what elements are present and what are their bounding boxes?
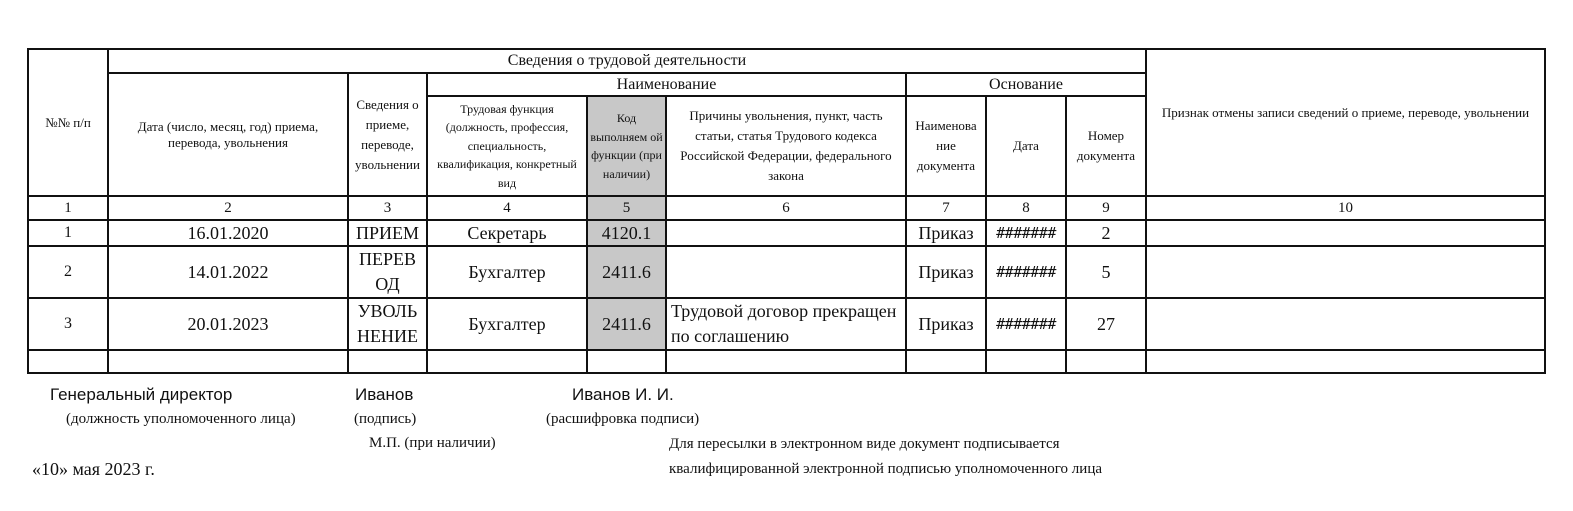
column-number: 10 xyxy=(1146,196,1545,220)
empty-cell xyxy=(906,350,986,373)
column-number: 4 xyxy=(427,196,587,220)
column-number: 6 xyxy=(666,196,906,220)
cell-cancel xyxy=(1146,246,1545,298)
cell-code: 4120.1 xyxy=(587,220,666,246)
cell-number: 2 xyxy=(28,246,108,298)
signature: Иванов xyxy=(355,385,414,404)
signature-decryption-caption: (расшифровка подписи) xyxy=(546,411,700,427)
stamp-note: М.П. (при наличии) xyxy=(369,435,496,451)
header-col-doc-date: Дата xyxy=(986,96,1066,196)
header-col-date: Дата (число, месяц, год) приема, перевода, увольнения xyxy=(108,73,348,196)
cell-reason: Трудовой договор прекращен по соглашению xyxy=(666,298,906,350)
header-col-doc-number: Номер документа xyxy=(1066,96,1146,196)
electronic-signature-note-line2: квалифицированной электронной подписью уполномоченного лица xyxy=(669,461,1103,477)
empty-row xyxy=(28,350,1545,373)
cell-event: ПРИЕМ xyxy=(348,220,427,246)
cell-doc-name: Приказ xyxy=(906,298,986,350)
cell-doc-number: 2 xyxy=(1066,220,1146,246)
cell-function: Бухгалтер xyxy=(427,246,587,298)
document-date: «10» мая 2023 г. xyxy=(32,459,155,479)
cell-cancel xyxy=(1146,298,1545,350)
empty-cell xyxy=(108,350,348,373)
cell-date: 14.01.2022 xyxy=(108,246,348,298)
cell-doc-date: ####### xyxy=(986,220,1066,246)
table-row xyxy=(28,220,1545,246)
cell-function: Секретарь xyxy=(427,220,587,246)
header-col-function: Трудовая функция (должность, профессия, специальность, квалификация, конкретный вид xyxy=(427,96,587,196)
cell-event: ПЕРЕВ ОД xyxy=(348,246,427,298)
signer-position-caption: (должность уполномоченного лица) xyxy=(66,411,296,427)
cell-cancel xyxy=(1146,220,1545,246)
cell-date: 20.01.2023 xyxy=(108,298,348,350)
header-group-basis: Основание xyxy=(906,73,1146,96)
table-row xyxy=(28,298,1545,350)
signer-position: Генеральный директор xyxy=(50,385,233,404)
cell-reason xyxy=(666,220,906,246)
cell-doc-name: Приказ xyxy=(906,246,986,298)
empty-cell xyxy=(1146,350,1545,373)
header-col-code: Код выполняем ой функции (при наличии) xyxy=(587,96,666,196)
signature-caption: (подпись) xyxy=(354,411,417,427)
cell-doc-number: 27 xyxy=(1066,298,1146,350)
column-number: 2 xyxy=(108,196,348,220)
cell-number: 1 xyxy=(28,220,108,246)
column-number: 3 xyxy=(348,196,427,220)
cell-event: УВОЛЬ НЕНИЕ xyxy=(348,298,427,350)
empty-cell xyxy=(986,350,1066,373)
cell-doc-date: ####### xyxy=(986,246,1066,298)
empty-cell xyxy=(666,350,906,373)
header-col-cancel-flag: Признак отмены записи сведений о приеме, переводе, увольнении xyxy=(1146,49,1545,196)
header-group-work-info: Сведения о трудовой деятельности xyxy=(108,49,1146,73)
empty-cell xyxy=(587,350,666,373)
empty-cell xyxy=(1066,350,1146,373)
cell-doc-name: Приказ xyxy=(906,220,986,246)
cell-number: 3 xyxy=(28,298,108,350)
signature-decryption: Иванов И. И. xyxy=(572,385,674,404)
cell-function: Бухгалтер xyxy=(427,298,587,350)
column-number: 5 xyxy=(587,196,666,220)
table-row xyxy=(28,246,1545,298)
cell-doc-number: 5 xyxy=(1066,246,1146,298)
header-col-event: Сведения о приеме, переводе, увольнении xyxy=(348,73,427,196)
header-col-doc-name: Наименова ние документа xyxy=(906,96,986,196)
empty-cell xyxy=(348,350,427,373)
header-group-naming: Наименование xyxy=(427,73,906,96)
cell-reason xyxy=(666,246,906,298)
cell-code: 2411.6 xyxy=(587,246,666,298)
column-number: 8 xyxy=(986,196,1066,220)
header-col-number: №№ п/п xyxy=(28,49,108,196)
column-number: 1 xyxy=(28,196,108,220)
column-number-row xyxy=(28,196,1545,220)
cell-code: 2411.6 xyxy=(587,298,666,350)
cell-doc-date: ####### xyxy=(986,298,1066,350)
empty-cell xyxy=(28,350,108,373)
header-col-reason: Причины увольнения, пункт, часть статьи, статья Трудового кодекса Российской Федерации, федерального закона xyxy=(666,96,906,196)
column-number: 7 xyxy=(906,196,986,220)
employment-records-table xyxy=(27,48,1546,374)
electronic-signature-note-line1: Для пересылки в электронном виде документ подписывается xyxy=(669,436,1060,452)
empty-cell xyxy=(427,350,587,373)
cell-date: 16.01.2020 xyxy=(108,220,348,246)
column-number: 9 xyxy=(1066,196,1146,220)
